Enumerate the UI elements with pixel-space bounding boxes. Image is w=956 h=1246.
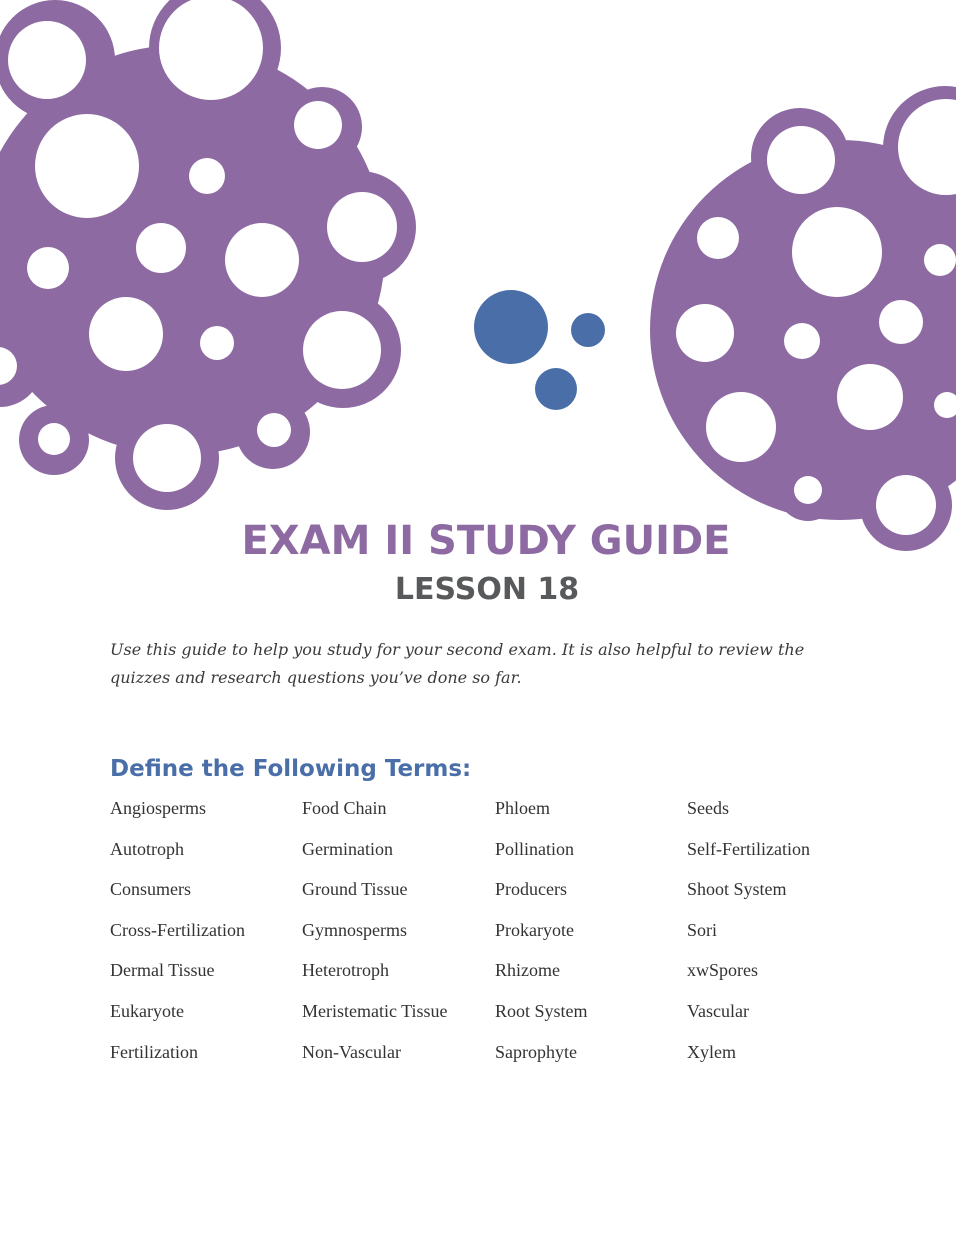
term: Angiosperms (110, 798, 206, 818)
term: Ground Tissue (302, 879, 408, 900)
left-cell-graphic (0, 0, 416, 510)
terms-grid (110, 798, 910, 1082)
blue-dots-graphic (474, 290, 605, 410)
term: Sori (687, 919, 718, 940)
right-cell-graphic (650, 86, 956, 551)
term: Phloem (495, 798, 551, 818)
term: Prokaryote (495, 919, 574, 940)
term: Cross-Fertilization (110, 919, 245, 940)
term: Autotroph (110, 838, 184, 859)
term: Consumers (110, 879, 191, 900)
term: Shoot System (687, 879, 787, 900)
term: Self-Fertilization (687, 838, 810, 859)
term: Producers (495, 879, 567, 900)
term: Dermal Tissue (110, 960, 215, 981)
term: Vascular (687, 1000, 749, 1021)
term: Seeds (687, 798, 729, 818)
term: Meristematic Tissue (302, 1000, 448, 1021)
term: Heterotroph (302, 960, 389, 981)
term: xwSpores (687, 960, 758, 981)
term: Eukaryote (110, 1000, 184, 1021)
term: Pollination (495, 838, 575, 859)
term: Germination (302, 838, 393, 859)
term: Rhizome (495, 960, 560, 981)
intro-paragraph: Use this guide to help you study for your second exam. It is also helpful to review the quizzes and research questions you’ve done so far. (110, 640, 805, 687)
term: Food Chain (302, 798, 387, 818)
term: Gymnosperms (302, 919, 407, 940)
term: Saprophyte (495, 1041, 577, 1062)
header-decoration (0, 0, 956, 560)
section-heading: Define the Following Terms: (110, 756, 472, 782)
term: Non-Vascular (302, 1041, 401, 1062)
term: Xylem (687, 1041, 736, 1062)
lesson-subtitle: LESSON 18 (394, 572, 580, 607)
page-title: EXAM II STUDY GUIDE (241, 518, 731, 564)
term: Fertilization (110, 1041, 198, 1062)
term: Root System (495, 1000, 588, 1021)
